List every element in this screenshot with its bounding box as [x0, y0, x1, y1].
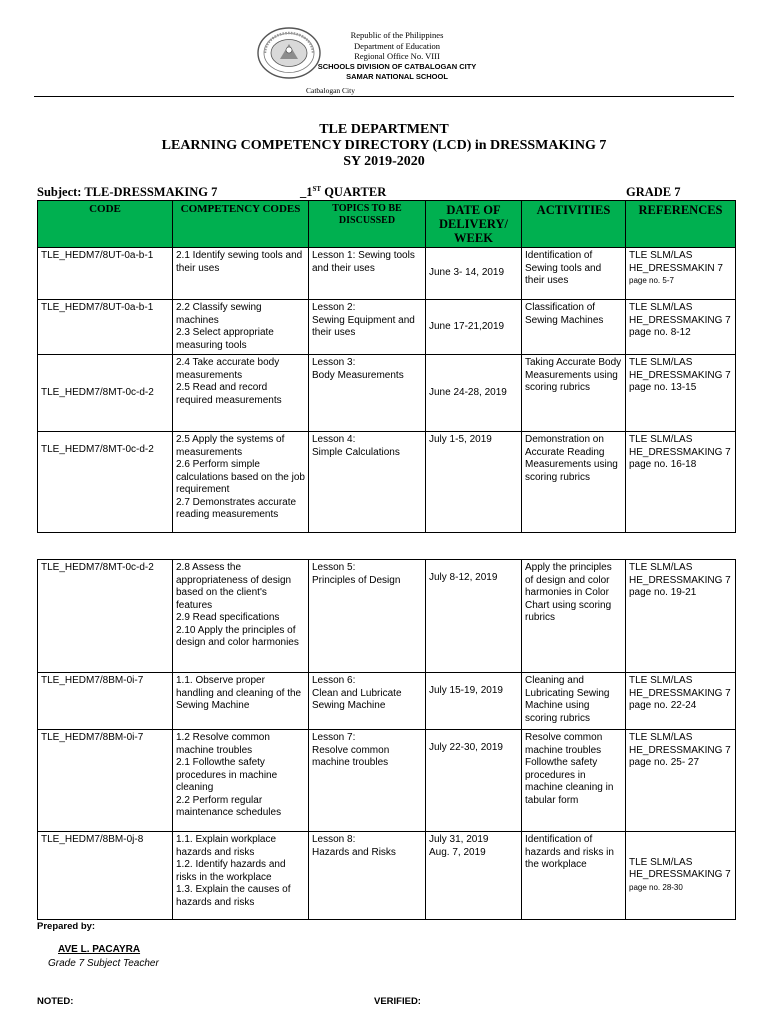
grade-label: GRADE 7 [626, 185, 681, 199]
competency-table-part1 [37, 200, 736, 533]
header-activities: ACTIVITIES [522, 201, 626, 248]
table-row [38, 832, 736, 920]
subject-label: Subject: TLE-DRESSMAKING 7 [37, 185, 218, 199]
header-line-school: SAMAR NATIONAL SCHOOL [346, 72, 448, 81]
cell-references: TLE SLM/LAS HE_DRESSMAKING 7 page no. 16-18 [626, 432, 736, 533]
cell-topic: Lesson 6: Clean and Lubricate Sewing Machine [309, 673, 426, 730]
document-titles [0, 122, 768, 170]
table-row [38, 432, 736, 533]
cell-references: TLE SLM/LAS HE_DRESSMAKING 7 page no. 8-12 [626, 300, 736, 355]
quarter-suffix: QUARTER [321, 185, 387, 200]
cell-competency: 1.2 Resolve common machine troubles 2.1 Followthe safety procedures in machine cleaning 2.2 Perform regular maintenance schedules [173, 730, 309, 832]
cell-activities: Demonstration on Accurate Reading Measurements using scoring rubrics [522, 432, 626, 533]
cell-references: TLE SLM/LAS HE_DRESSMAKING 7 page no. 22-24 [626, 673, 736, 730]
cell-code: TLE_HEDM7/8MT-0c-d-2 [38, 355, 173, 432]
header-city: Catbalogan City [306, 86, 355, 95]
cell-competency: 2.5 Apply the systems of measurements 2.6 Perform simple calculations based on the job requirement 2.7 Demonstrates accurate reading measurements [173, 432, 309, 533]
cell-code: TLE_HEDM7/8UT-0a-b-1 [38, 300, 173, 355]
header-competency: COMPETENCY CODES [173, 201, 309, 248]
quarter-superscript: ST [312, 185, 322, 193]
cell-references [626, 832, 736, 920]
cell-topic: Lesson 5: Principles of Design [309, 560, 426, 673]
title-department: TLE DEPARTMENT [319, 122, 449, 137]
cell-competency: 2.2 Classify sewing machines 2.3 Select appropriate measuring tools [173, 300, 309, 355]
cell-code: TLE_HEDM7/8BM-0i-7 [38, 673, 173, 730]
title-school-year: SY 2019-2020 [343, 154, 425, 169]
cell-date: July 15-19, 2019 [426, 673, 522, 730]
cell-topic: Lesson 8: Hazards and Risks [309, 832, 426, 920]
cell-date: July 8-12, 2019 [426, 560, 522, 673]
cell-code: TLE_HEDM7/8BM-0i-7 [38, 730, 173, 832]
preparer-name: AVE L. PACAYRA [58, 944, 141, 955]
cell-topic: Lesson 3: Body Measurements [309, 355, 426, 432]
cell-references: TLE SLM/LAS HE_DRESSMAKING 7 page no. 25- 27 [626, 730, 736, 832]
competency-table-part2 [37, 559, 736, 920]
cell-topic: Lesson 4: Simple Calculations [309, 432, 426, 533]
header-line-region: Regional Office No. VIII [354, 51, 440, 61]
cell-activities: Identification of hazards and risks in the workplace [522, 832, 626, 920]
cell-competency: 2.8 Assess the appropriateness of design based on the client's features 2.9 Read specifications 2.10 Apply the principles of design and color harmonies [173, 560, 309, 673]
header-divider [34, 96, 734, 97]
prepared-by-label: Prepared by: [37, 921, 96, 932]
cell-activities: Taking Accurate Body Measurements using scoring rubrics [522, 355, 626, 432]
cell-competency: 1.1. Observe proper handling and cleaning of the Sewing Machine [173, 673, 309, 730]
ref-page: page no. 5-7 [629, 276, 674, 285]
header-references: REFERENCES [626, 201, 736, 248]
cell-date: July 31, 2019 Aug. 7, 2019 [426, 832, 522, 920]
table-row [38, 730, 736, 832]
cell-code: TLE_HEDM7/8MT-0c-d-2 [38, 432, 173, 533]
cell-competency: 2.4 Take accurate body measurements 2.5 Read and record required measurements [173, 355, 309, 432]
header-date: DATE OF DELIVERY/ WEEK [426, 201, 522, 248]
quarter-prefix: _1 [300, 185, 313, 200]
cell-date: June 3- 14, 2019 [426, 248, 522, 300]
cell-activities: Classification of Sewing Machines [522, 300, 626, 355]
cell-date: July 22-30, 2019 [426, 730, 522, 832]
header-line-republic: Republic of the Philippines [350, 30, 444, 40]
cell-competency: 2.1 Identify sewing tools and their uses [173, 248, 309, 300]
cell-references: TLE SLM/LAS HE_DRESSMAKING 7 page no. 13-15 [626, 355, 736, 432]
title-directory: LEARNING COMPETENCY DIRECTORY (LCD) in DRESSMAKING 7 [161, 138, 607, 153]
agency-header [310, 30, 484, 83]
table-row [38, 673, 736, 730]
ref-page: page no. 28-30 [629, 882, 683, 892]
cell-topic: Lesson 2: Sewing Equipment and their uses [309, 300, 426, 355]
header-line-department: Department of Education [354, 40, 440, 51]
cell-date: June 24-28, 2019 [426, 355, 522, 432]
ref-main: TLE SLM/LAS HE_DRESSMAKING 7 [629, 856, 731, 881]
cell-competency: 1.1. Explain workplace hazards and risks 1.2. Identify hazards and risks in the workplace 1.3. Explain the causes of hazards and risks [173, 832, 309, 920]
table-row [38, 355, 736, 432]
preparer-title: Grade 7 Subject Teacher [48, 958, 159, 969]
table-row [38, 300, 736, 355]
cell-code: TLE_HEDM7/8MT-0c-d-2 [38, 560, 173, 673]
cell-activities: Cleaning and Lubricating Sewing Machine using scoring rubrics [522, 673, 626, 730]
table-row [38, 248, 736, 300]
ref-main: TLE SLM/LAS HE_DRESSMAKIN 7 [629, 250, 723, 274]
noted-label: NOTED: [37, 996, 74, 1007]
cell-activities: Resolve common machine troubles Followthe safety procedures in machine cleaning in tabular form [522, 730, 626, 832]
cell-references: TLE SLM/LAS HE_DRESSMAKING 7 page no. 19-21 [626, 560, 736, 673]
cell-references [626, 248, 736, 300]
cell-code: TLE_HEDM7/8BM-0j-8 [38, 832, 173, 920]
header-topics: TOPICS TO BE DISCUSSED [309, 201, 426, 248]
header-code: CODE [38, 201, 173, 248]
cell-activities: Identification of Sewing tools and their uses [522, 248, 626, 300]
table-header-row [38, 201, 736, 248]
cell-activities: Apply the principles of design and color harmonies in Color Chart using scoring rubrics [522, 560, 626, 673]
cell-code: TLE_HEDM7/8UT-0a-b-1 [38, 248, 173, 300]
header-line-division: SCHOOLS DIVISION OF CATBALOGAN CITY [317, 61, 477, 71]
cell-date: July 1-5, 2019 [426, 432, 522, 533]
cell-date: June 17-21,2019 [426, 300, 522, 355]
quarter-label [300, 185, 386, 200]
verified-label: VERIFIED: [374, 996, 421, 1007]
cell-topic: Lesson 7: Resolve common machine troubles [309, 730, 426, 832]
cell-topic: Lesson 1: Sewing tools and their uses [309, 248, 426, 300]
table-row [38, 560, 736, 673]
